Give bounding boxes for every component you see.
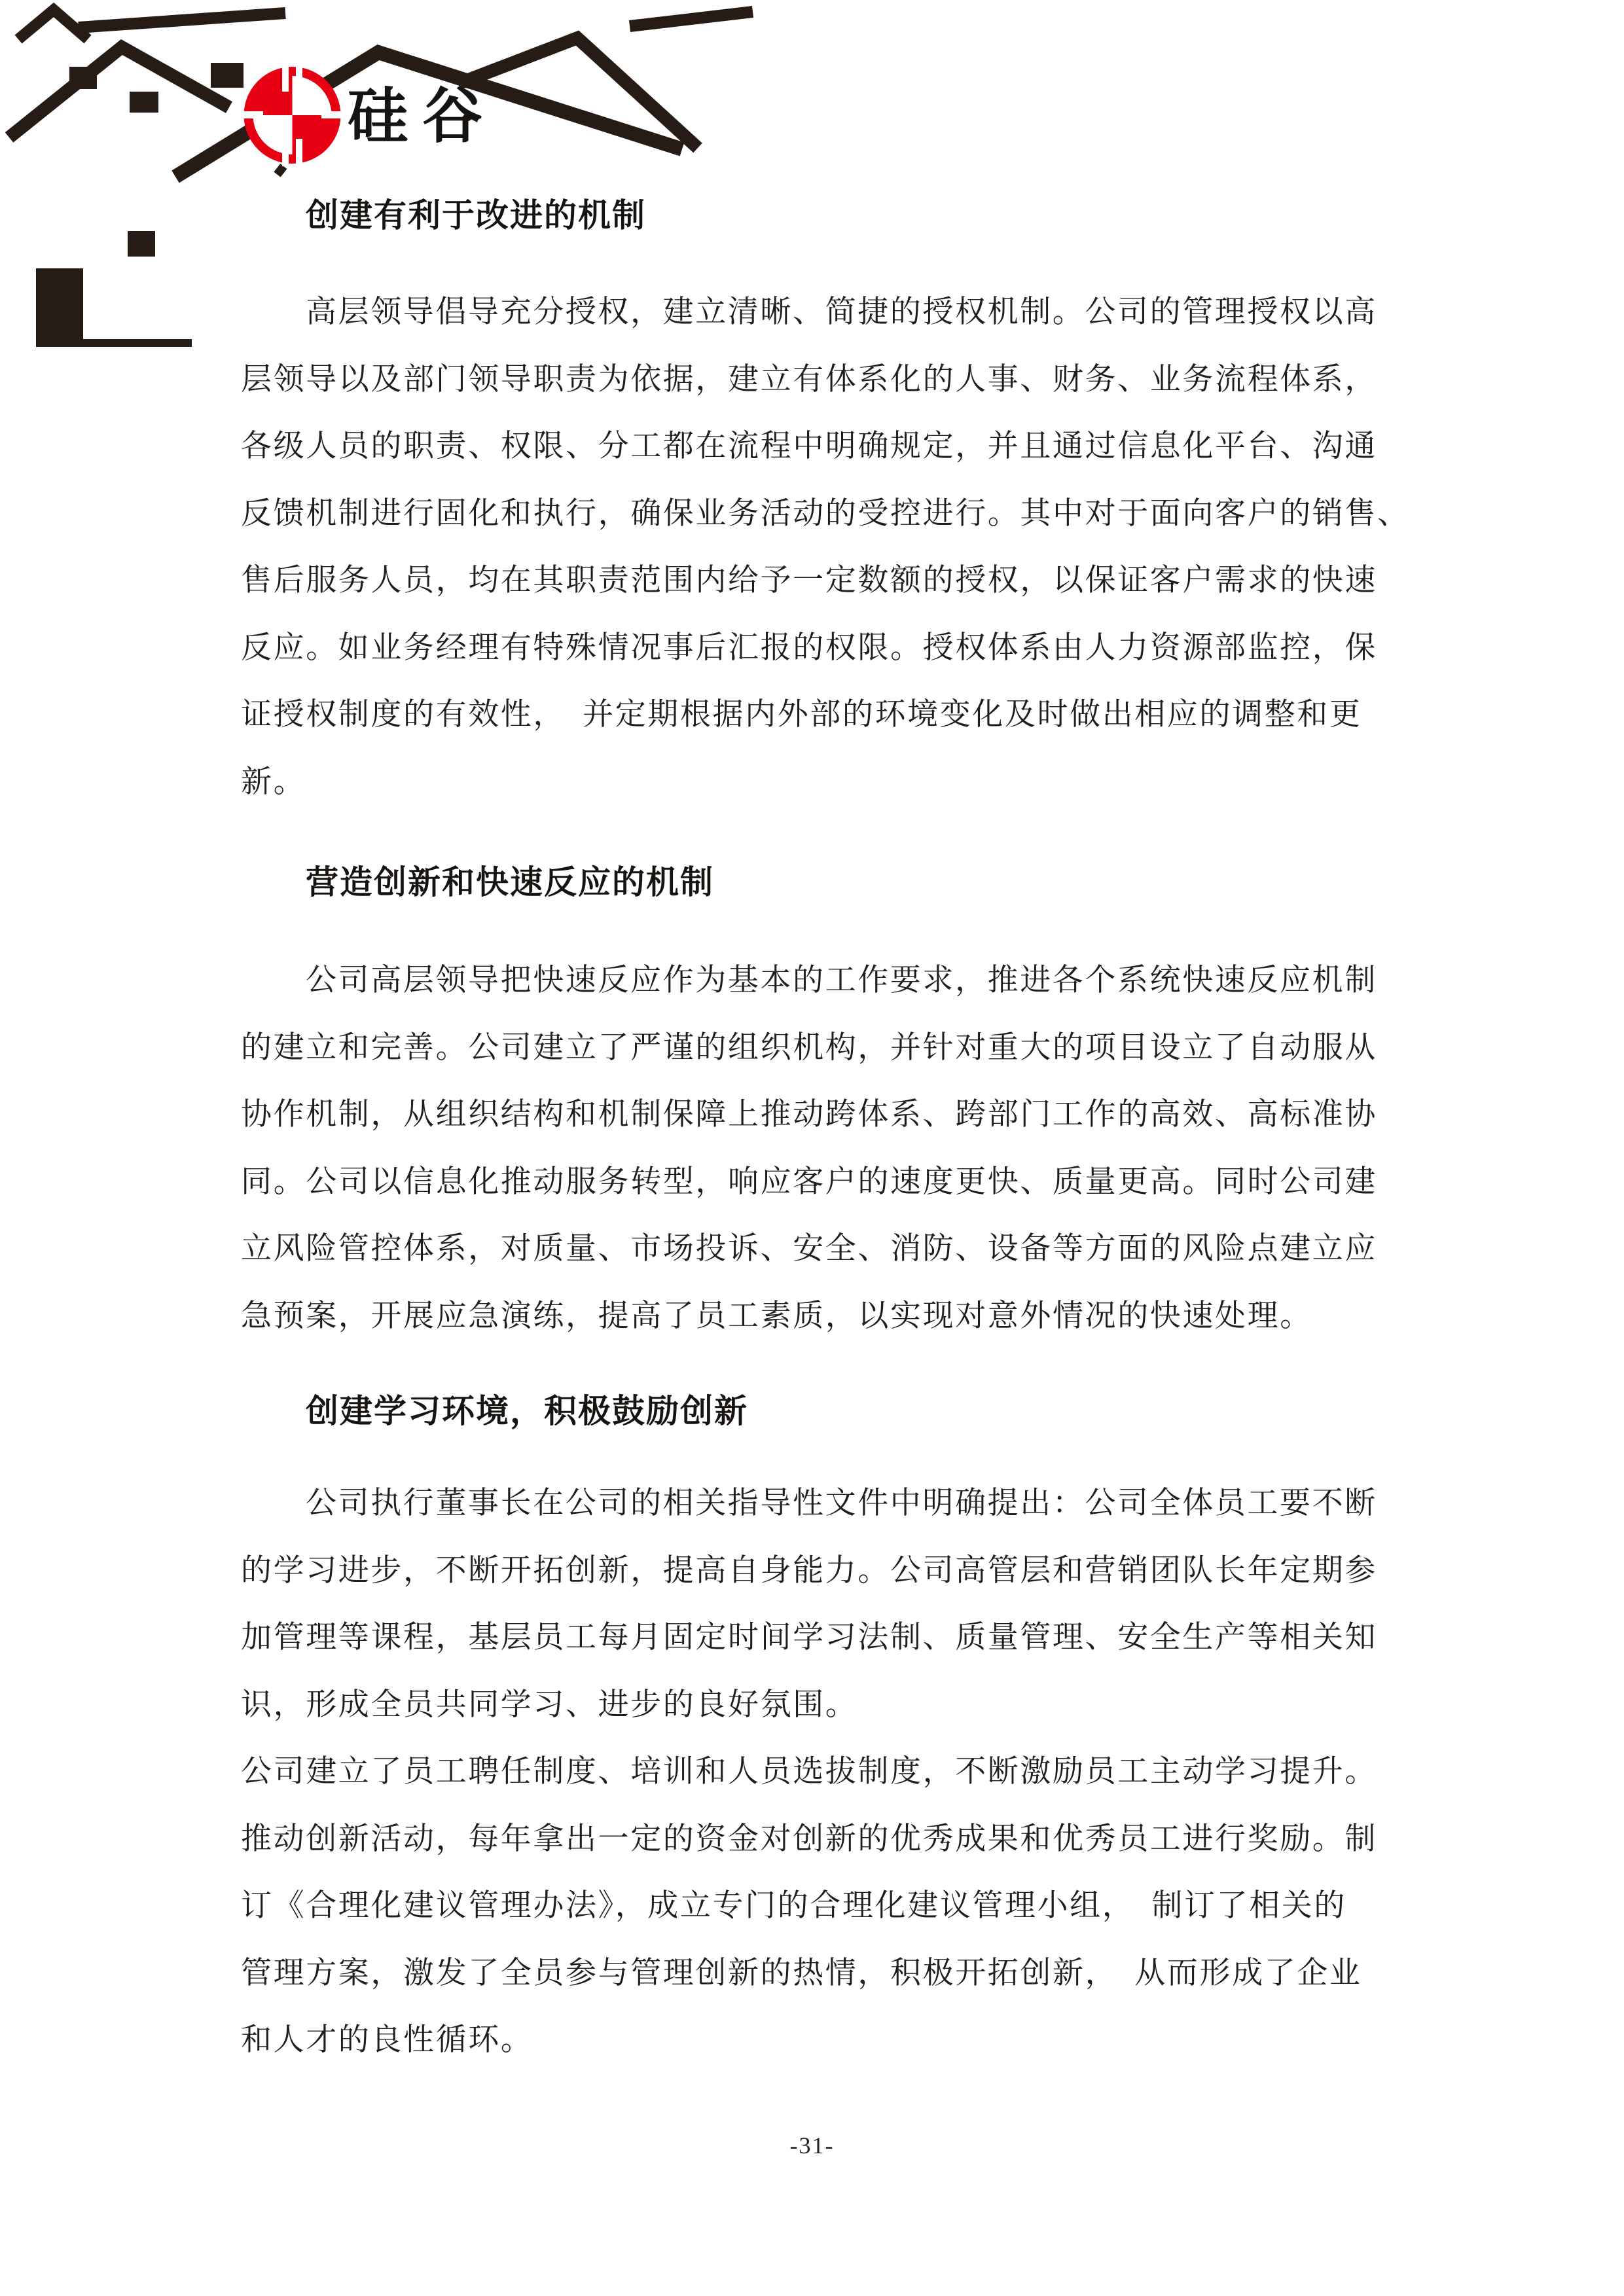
page-number: -31- [789,2132,835,2159]
paragraph-2 [241,947,1550,1350]
text-line: 加管理等课程，基层员工每月固定时间学习法制、质量管理、安全生产等相关知 [241,1621,1377,1655]
text-line: 同。公司以信息化推动服务转型，响应客户的速度更快、质量更高。同时公司建 [241,1164,1377,1199]
text-line: 公司高层领导把快速反应作为基本的工作要求，推进各个系统快速反应机制 [306,963,1377,997]
text-line: 订《合理化建议管理办法》，成立专门的合理化建议管理小组， 制订了相关的 [241,1889,1346,1923]
text-line: 层领导以及部门领导职责为依据，建立有体系化的人事、财务、业务流程体系， [241,362,1377,397]
section-heading-1: 创建有利于改进的机制 [306,197,646,234]
text-line: 的建立和完善。公司建立了严谨的组织机构，并针对重大的项目设立了自动服从 [241,1030,1377,1065]
text-line: 协作机制，从组织结构和机制保障上推动跨体系、跨部门工作的高效、高标准协 [241,1098,1377,1132]
text-line: 管理方案，激发了全员参与管理创新的热情，积极开拓创新， 从而形成了企业 [241,1956,1362,1990]
brand-text: 硅谷 [348,83,497,150]
text-line: 公司建立了员工聘任制度、培训和人员选拔制度，不断激励员工主动学习提升。 [241,1755,1377,1789]
text-line: 售后服务人员，均在其职责范围内给予一定数额的授权，以保证客户需求的快速 [241,564,1377,598]
text-line: 识，形成全员共同学习、进步的良好氛围。 [241,1687,858,1722]
text-line: 证授权制度的有效性， 并定期根据内外部的环境变化及时做出相应的调整和更 [241,698,1362,732]
text-line: 立风险管控体系，对质量、市场投诉、安全、消防、设备等方面的风险点建立应 [241,1232,1377,1266]
paragraph-4 [241,1738,1550,2074]
paragraph-3 [241,1470,1550,1738]
text-line: 新。 [241,764,306,799]
text-line: 的学习进步，不断开拓创新，提高自身能力。公司高管层和营销团队长年定期参 [241,1553,1377,1588]
text-line: 推动创新活动，每年拿出一定的资金对创新的优秀成果和优秀员工进行奖励。制 [241,1821,1377,1856]
section-heading-2: 营造创新和快速反应的机制 [306,864,714,901]
text-line: 公司执行董事长在公司的相关指导性文件中明确提出：公司全体员工要不断 [306,1486,1377,1520]
text-line: 急预案，开展应急演练，提高了员工素质，以实现对意外情况的快速处理。 [241,1299,1312,1333]
text-line: 高层领导倡导充分授权，建立清晰、简捷的授权机制。公司的管理授权以高 [306,295,1377,329]
text-line: 反应。如业务经理有特殊情况事后汇报的权限。授权体系由人力资源部监控，保 [241,630,1377,665]
text-line: 各级人员的职责、权限、分工都在流程中明确规定，并且通过信息化平台、沟通 [241,429,1377,463]
paragraph-1 [241,279,1550,816]
text-line: 和人才的良性循环。 [241,2023,533,2057]
section-heading-3: 创建学习环境，积极鼓励创新 [306,1393,748,1429]
text-line: 反馈机制进行固化和执行，确保业务活动的受控进行。其中对于面向客户的销售、 [241,496,1410,531]
